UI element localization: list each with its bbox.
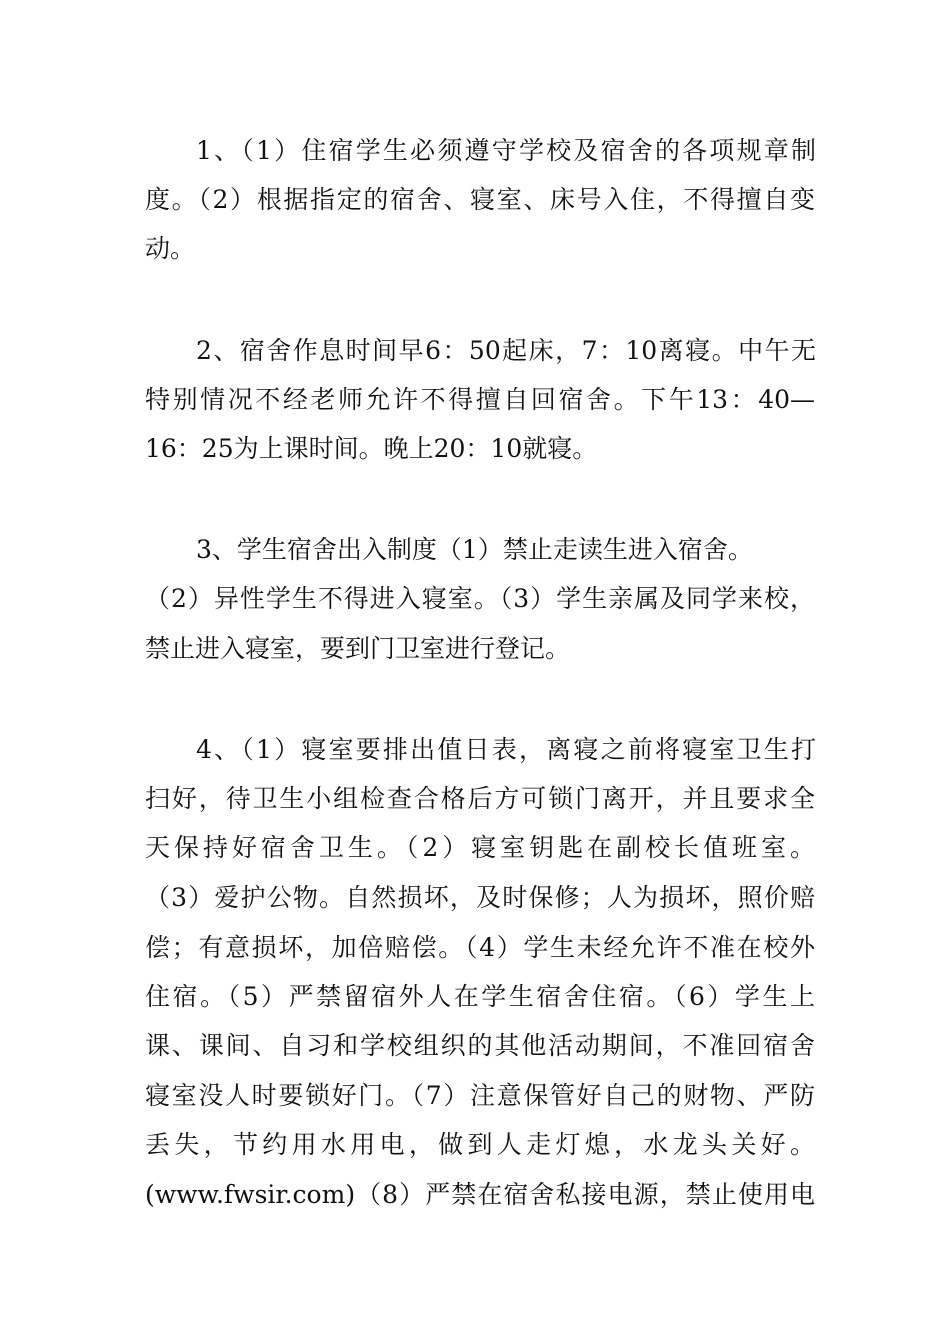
paragraph-2-line-1: 2、宿舍作息时间早6：50起床，7：10离寝。中午无 [196,336,816,365]
paragraph-4-line-2: 扫好，待卫生小组检查合格后方可锁门离开，并且要求全 [145,784,815,813]
paragraph-3-line-3: 禁止进入寝室，要到门卫室进行登记。 [145,634,571,663]
paragraph-4-line-4: （3）爱护公物。自然损坏，及时保修；人为损坏，照价赔 [145,883,815,912]
paragraph-3-line-2: （2）异性学生不得进入寝室。（3）学生亲属及同学来校， [145,584,815,613]
paragraph-4-line-3: 天保持好宿舍卫生。（2）寝室钥匙在副校长值班室。 [145,833,815,862]
paragraph-3-line-1: 3、学生宿舍出入制度（1）禁止走读生进入宿舍。 [196,535,753,564]
paragraph-1-line-2: 度。（2）根据指定的宿舍、寝室、床号入住，不得擅自变 [145,185,815,214]
paragraph-4-line-6: 住宿。（5）严禁留宿外人在学生宿舍住宿。（6）学生上 [145,982,815,1011]
paragraph-4-line-1: 4、（1）寝室要排出值日表，离寝之前将寝室卫生打 [196,735,816,764]
paragraph-2-line-3: 16：25为上课时间。晚上20：10就寝。 [145,434,598,463]
paragraph-2-line-2: 特别情况不经老师允许不得擅自回宿舍。下午13：40— [145,385,815,414]
paragraph-1-line-3: 动。 [145,234,196,263]
paragraph-4-line-5: 偿；有意损坏，加倍赔偿。（4）学生未经允许不准在校外 [145,933,815,962]
paragraph-1-line-1: 1、（1）住宿学生必须遵守学校及宿舍的各项规章制 [196,136,816,165]
paragraph-4-line-10: (www.fwsir.com)（8）严禁在宿舍私接电源，禁止使用电 [145,1180,815,1209]
paragraph-4-line-7: 课、课间、自习和学校组织的其他活动期间，不准回宿舍 [145,1031,815,1060]
paragraph-4-line-8: 寝室没人时要锁好门。（7）注意保管好自己的财物、严防 [145,1081,815,1110]
paragraph-4-line-9: 丢失，节约用水用电，做到人走灯熄，水龙头关好。 [145,1130,815,1159]
